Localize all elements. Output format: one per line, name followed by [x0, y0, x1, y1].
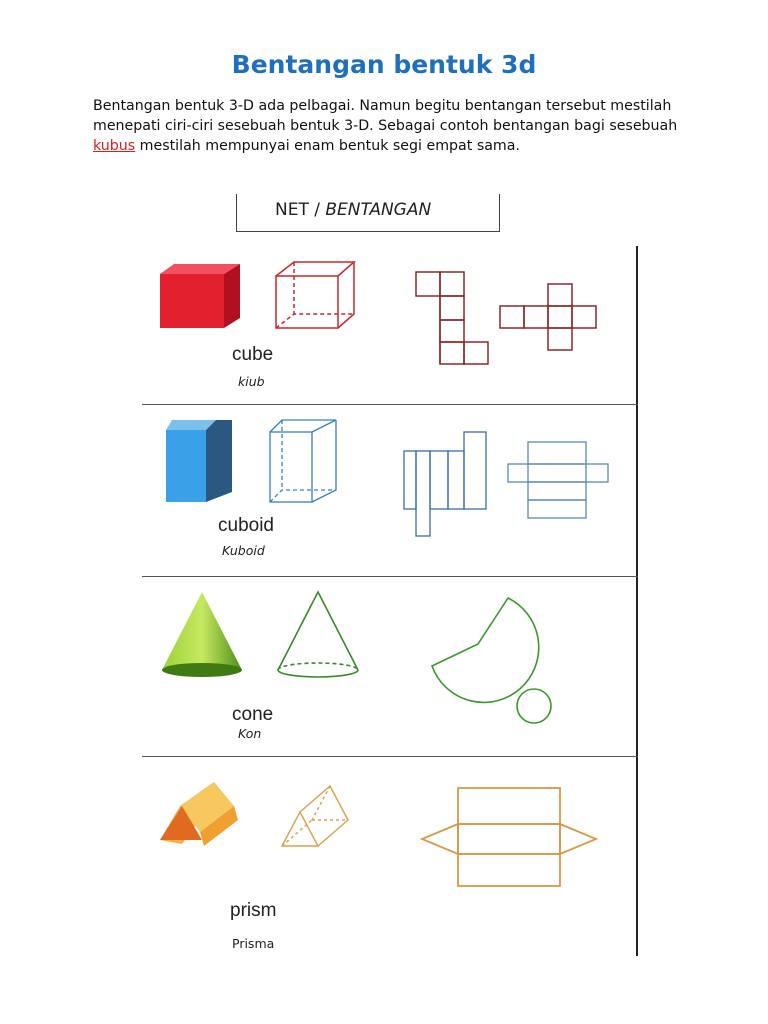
shapes-table — [142, 246, 638, 956]
cube-solid — [160, 264, 240, 328]
prism-solid — [160, 782, 238, 846]
cube-wireframe — [276, 262, 354, 328]
prism-label-ms: Prisma — [232, 936, 275, 951]
prism-label: prism — [230, 900, 277, 921]
net-header-italic: BENTANGAN — [325, 200, 432, 220]
cone-label-ms: Kon — [238, 726, 262, 741]
shapes-illustrations — [142, 246, 638, 956]
kubus-link[interactable]: kubus — [93, 138, 136, 154]
net-header-prefix: NET / — [275, 200, 326, 220]
intro-paragraph — [93, 96, 683, 156]
cone-net — [432, 598, 551, 723]
cuboid-wireframe — [270, 420, 336, 502]
cone-solid — [162, 592, 242, 677]
cuboid-solid — [166, 420, 232, 502]
cube-label: cube — [232, 344, 274, 365]
prism-net — [422, 788, 596, 886]
cube-net-2 — [500, 284, 596, 350]
prism-wireframe — [282, 786, 348, 846]
page-title: Bentangan bentuk 3d — [231, 50, 537, 79]
cube-label-ms: kiub — [238, 374, 265, 389]
cube-net-1 — [416, 272, 488, 364]
cone-label: cone — [232, 704, 274, 725]
cuboid-net-2 — [508, 442, 608, 518]
cuboid-label-ms: Kuboid — [222, 543, 265, 558]
cone-wireframe — [278, 592, 358, 677]
cuboid-net-1 — [404, 432, 486, 536]
net-header-box — [236, 194, 500, 232]
intro-text-2: mestilah mempunyai enam bentuk segi empat sama. — [135, 138, 520, 154]
cuboid-label: cuboid — [218, 515, 274, 536]
intro-text-1: Bentangan bentuk 3-D ada pelbagai. Namun begitu bentangan tersebut mestilah menepati ciri-ciri sesebuah bentuk 3-D. Sebagai contoh bentangan bagi sesebuah — [93, 98, 678, 134]
